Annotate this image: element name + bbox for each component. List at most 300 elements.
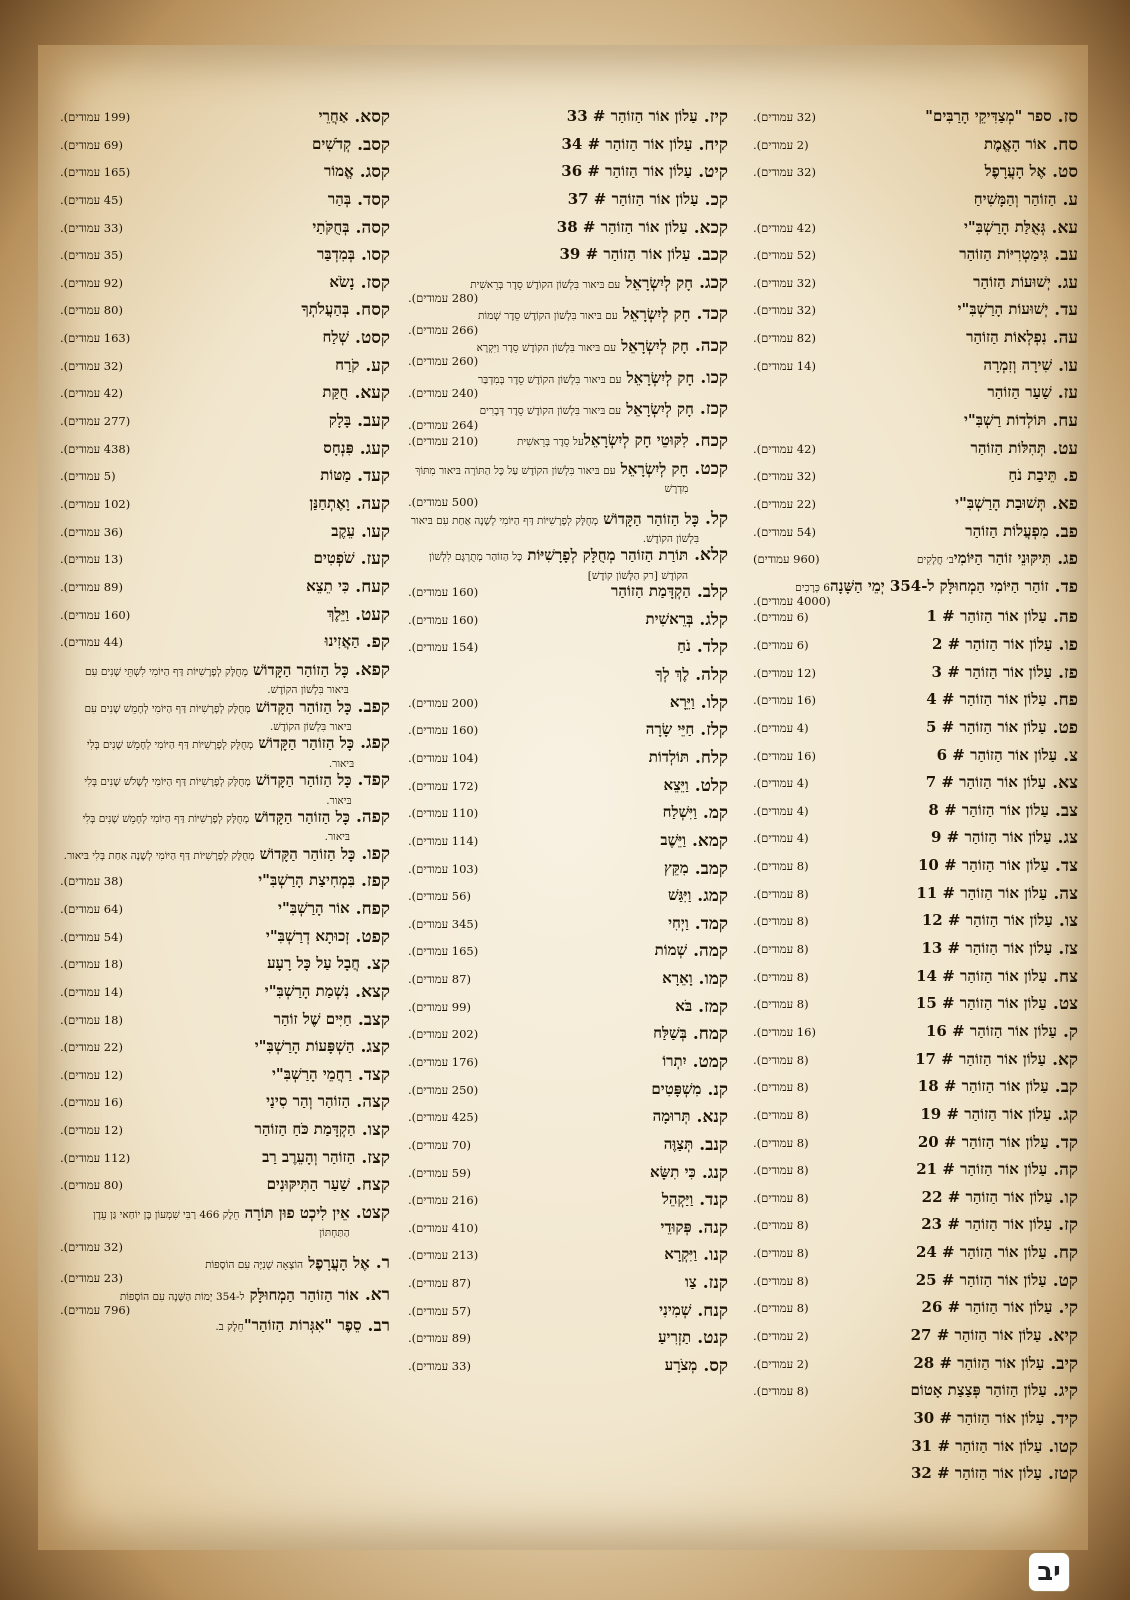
catalog-entry (408, 305, 728, 337)
entry-page-count: (16 עמודים). (753, 748, 816, 763)
entry-page-count: (114 עמודים). (408, 833, 479, 848)
page-number: יב (1028, 1552, 1070, 1592)
entry-title: וַיֵּשֶׁב (660, 830, 686, 849)
entry-title: אֶל הָעֲרָפֶל (984, 162, 1047, 181)
entry-title: עַלוֹן אוֹר הַזוֹהַר # 14 (916, 966, 1048, 985)
catalog-entry (408, 108, 728, 136)
entry-body (60, 872, 355, 889)
catalog-entry (753, 1438, 1078, 1466)
entry-number: קעא. (354, 383, 390, 404)
entry-body (60, 301, 349, 318)
catalog-entry (753, 1189, 1078, 1217)
catalog-entry (408, 1274, 728, 1302)
entry-body (60, 1066, 352, 1083)
entry-description: ב׳ חֲלָקִים (916, 554, 954, 567)
catalog-entry (60, 1254, 390, 1286)
entry-page-count: (16 עמודים). (753, 693, 816, 708)
entry-body (753, 191, 1056, 208)
entry-page-count: (35 עמודים). (60, 248, 123, 263)
entry-title: עַלוֹן אוֹר הַזוֹהַר # 7 (925, 773, 1047, 792)
catalog-entry (408, 1136, 728, 1164)
entry-page-count: (266 עמודים). (408, 322, 479, 337)
entry-number: קמ. (702, 803, 728, 824)
entry-title: יִתְרוֹ (662, 1051, 687, 1070)
entry-title: וַיִּגַּשׁ (667, 886, 692, 905)
entry-description: ל-354 יְמוֹת הַשָּׁנָה עִם הוֹסָפוֹת (119, 1290, 245, 1303)
catalog-entry (60, 633, 390, 661)
entry-number: קכז. (699, 399, 728, 420)
entry-page-count: (4 עמודים). (753, 720, 809, 735)
entry-body (60, 633, 360, 650)
entry-number: קצד. (357, 1064, 390, 1085)
entry-description: מְחֻלָּק לְפָרָשִׁיּוֹת דַּף הַיּוֹמִי לְחָמֵשׁ שָׁנִים עִם בּיאור בִּלְשׁוֹן הקוֹדֶשׁ. (84, 702, 352, 733)
entry-body (753, 1410, 1044, 1427)
catalog-entry (753, 940, 1078, 968)
entry-title: חָק לְיִשְׂרָאֵל (626, 400, 694, 419)
entry-number: קלא. (694, 545, 728, 566)
entry-title: תְּשׁוּבַת הָרַשְׁבִּ"י (955, 493, 1046, 512)
entry-page-count: (160 עמודים). (60, 607, 131, 622)
entry-title: תְּצַוֶּה (663, 1134, 694, 1153)
entry-page-count: (104 עמודים). (408, 750, 479, 765)
entry-number: קס. (703, 1356, 728, 1377)
entry-body (753, 274, 1051, 291)
entry-title: עַלוֹן אוֹר הַזוֹהַר # 33 (566, 107, 698, 125)
entry-title: עַלוֹן אוֹר הַזוֹהַר # 27 (910, 1326, 1042, 1345)
entry-page-count: (8 עמודים). (753, 969, 809, 984)
entry-title: נִשְׁמַת הָרַשְׁבִּ"י (264, 981, 350, 1000)
entry-body (408, 583, 691, 600)
entry-title: זְכוּתָא דְרַשְׁבִּ"י (265, 926, 350, 945)
entry-title: זוֹהַר הַיּוֹמִי הַמְחוּלָּק ל-354 יְמֵי הַשָּׁנָה (829, 576, 1049, 595)
entry-number: קיז. (703, 107, 728, 127)
entry-title: שֹׁפְטִים (313, 549, 355, 568)
entry-title: תְּהִלּוֹת הַזוֹהַר (970, 438, 1047, 457)
entry-page-count: (8 עמודים). (753, 1052, 809, 1067)
entry-page-count: (213 עמודים). (408, 1248, 479, 1263)
entry-page-count: (89 עמודים). (60, 579, 123, 594)
entry-number: קכג. (699, 272, 728, 293)
entry-body (753, 940, 1052, 957)
entry-description: 6 כְּרָכִים (795, 581, 830, 594)
entry-title: עַלוֹן אוֹר הַזוֹהַר # 21 (916, 1160, 1048, 1179)
entry-number: קפו. (361, 843, 390, 864)
entry-page-count: (8 עמודים). (753, 1163, 809, 1178)
entry-body (60, 412, 351, 429)
entry-page-count: (12 עמודים). (60, 1067, 123, 1082)
entry-title: נֹחַ (677, 637, 691, 656)
catalog-entry (753, 495, 1078, 523)
entry-title: עַלוֹן אוֹר הַזוֹהַר # 28 (913, 1353, 1045, 1372)
entry-body (408, 191, 699, 208)
entry-page-count: (54 עמודים). (753, 524, 816, 539)
entry-number: קטז. (1047, 1464, 1078, 1485)
entry-title: בְּחֻקֹּתַי (312, 217, 350, 236)
entry-body (60, 440, 354, 457)
entry-page-count: (87 עמודים). (408, 972, 471, 987)
entry-page-count: (12 עמודים). (60, 1123, 123, 1138)
column-right (753, 108, 1078, 1493)
entry-number: קעו. (361, 521, 390, 542)
catalog-entry (60, 219, 390, 247)
entry-body (60, 734, 354, 771)
entry-title: חָק לְיִשְׂרָאֵל (626, 368, 695, 387)
catalog-entry (60, 357, 390, 385)
entry-number: קכ. (704, 189, 728, 210)
catalog-entry (753, 246, 1078, 274)
entry-title: עַלוֹן אוֹר הַזוֹהַר # 1 (926, 607, 1048, 626)
entry-title: בָּלָק (328, 411, 352, 430)
entry-number: קעח. (355, 576, 390, 597)
entry-page-count: (176 עמודים). (408, 1054, 479, 1069)
entry-body (753, 246, 1048, 263)
catalog-entry (408, 832, 728, 860)
entry-page-count: (200 עמודים). (408, 695, 479, 710)
entry-page-count: (14 עמודים). (60, 984, 123, 999)
entry-body (408, 970, 693, 987)
entry-title: עֵקֶב (331, 521, 355, 540)
catalog-entry (60, 1204, 390, 1254)
entry-page-count: (410 עמודים). (408, 1220, 479, 1235)
catalog-entry (408, 1246, 728, 1274)
entry-number: קכו. (700, 367, 728, 388)
entry-number: פד. (1054, 576, 1078, 597)
entry-title: הַזוֹהַר וְהָעֵרֶב רַב (262, 1147, 356, 1166)
entry-page-count: (110 עמודים). (408, 806, 479, 821)
entry-body (408, 860, 689, 877)
entry-title: נִפְלְאוֹת הַזוֹהַר (966, 328, 1047, 347)
catalog-entry (753, 1023, 1078, 1051)
entry-title: שַׁעַר הַזוֹהַר (987, 383, 1052, 402)
entry-page-count: (8 עמודים). (753, 859, 809, 874)
entry-page-count: (160 עמודים). (408, 723, 479, 738)
entry-body (408, 432, 689, 449)
entry-page-count: (42 עמודים). (60, 386, 123, 401)
entry-number: קמח. (692, 1024, 728, 1045)
entry-number: קעב. (357, 411, 390, 432)
entry-title: עַלוֹן אוֹר הַזוֹהַר # 9 (931, 828, 1052, 847)
entry-body (408, 1081, 701, 1098)
entry-number: קצה. (356, 1092, 390, 1113)
entry-title: לִקּוּטֵי חָק לְיִשְׂרָאֵל (583, 430, 689, 449)
entry-page-count: (16 עמודים). (60, 1095, 123, 1110)
catalog-entry (60, 440, 390, 468)
catalog-entry (60, 698, 390, 735)
entry-number: קיח. (698, 134, 728, 155)
catalog-entry (753, 523, 1078, 551)
catalog-entry (753, 357, 1078, 385)
catalog-entry (753, 802, 1078, 830)
catalog-entry (60, 771, 390, 808)
catalog-entry (60, 734, 390, 771)
entry-title: עַלוֹן אוֹר הַזוֹהַר # 38 (556, 217, 688, 236)
entry-page-count: (57 עמודים). (408, 1303, 471, 1318)
entry-body (753, 467, 1057, 484)
entry-title: עַלוֹן אוֹר הַזוֹהַר # 20 (917, 1132, 1049, 1151)
entry-title: הַקְדָּמַת כֹּחַ הַזוֹהַר (254, 1120, 356, 1139)
entry-title: עַלוֹן אוֹר הַזוֹהַר # 18 (917, 1077, 1049, 1096)
entry-page-count: (87 עמודים). (408, 1276, 471, 1291)
catalog-entry (408, 219, 728, 247)
entry-title: תִּיקּוּנֵי זוֹהַר הַיּוֹמִי (953, 549, 1052, 568)
entry-page-count: (80 עמודים). (60, 1178, 123, 1193)
entry-title: וַיֵּרָא (669, 692, 695, 711)
entry-title: פְּקוּדֵי (660, 1217, 692, 1236)
catalog-entry (753, 1134, 1078, 1162)
entry-page-count: (8 עמודים). (753, 1218, 809, 1233)
entry-title: מִפְעֲלוֹת הַזוֹהַר (965, 521, 1049, 540)
catalog-entry (408, 1164, 728, 1192)
entry-number: קו. (1058, 1187, 1078, 1208)
entry-page-count: (796 עמודים). (60, 1303, 131, 1318)
entry-title: עַלוֹן אוֹר הַזוֹהַר # 6 (936, 745, 1058, 764)
entry-page-count: (8 עמודים). (753, 942, 809, 957)
entry-title: מַטּוֹת (320, 466, 352, 485)
entry-page-count: (438 עמודים). (60, 441, 131, 456)
entry-body (753, 550, 1051, 567)
entry-number: עא. (1051, 217, 1078, 238)
entry-body (408, 749, 689, 766)
entry-number: קסד. (357, 189, 390, 210)
entry-number: קמה. (693, 941, 728, 962)
entry-number: קא. (1052, 1049, 1078, 1070)
entry-body (60, 136, 351, 153)
entry-page-count: (160 עמודים). (408, 585, 479, 600)
entry-number: קסג. (359, 162, 390, 183)
entry-number: עח. (1052, 411, 1078, 432)
entry-body (753, 384, 1052, 401)
entry-page-count: (32 עמודים). (753, 275, 816, 290)
catalog-entry (753, 329, 1078, 357)
entry-number: קעט. (355, 604, 390, 625)
entry-title: בְּרֵאשִׁית (645, 609, 694, 628)
catalog-entry (60, 246, 390, 274)
entry-body (60, 1204, 350, 1254)
entry-page-count: (32 עמודים). (753, 303, 816, 318)
catalog-entry (408, 546, 728, 583)
entry-title: אוֹר הָרַשְׁבִּ"י (278, 899, 350, 917)
entry-title: בְּמִדְבַּר (317, 245, 355, 264)
catalog-entry (408, 942, 728, 970)
entry-body (60, 606, 349, 623)
entry-page-count: (240 עמודים). (408, 386, 479, 401)
entry-page-count: (42 עמודים). (753, 441, 816, 456)
entry-title: עַלוֹן אוֹר הַזוֹהַר # 11 (916, 883, 1048, 902)
entry-body (60, 467, 351, 484)
entry-page-count: (70 עמודים). (408, 1137, 471, 1152)
entry-body (408, 1219, 692, 1236)
entry-body (408, 666, 689, 683)
catalog-entry (753, 1299, 1078, 1327)
catalog-entry (408, 666, 728, 694)
entry-number: קנז. (702, 1273, 728, 1294)
catalog-entry (60, 661, 390, 698)
entry-number: קסב. (357, 134, 390, 155)
entry-body (408, 274, 693, 306)
entry-title: עַלוֹן אוֹר הַזוֹהַר # 34 (561, 134, 693, 153)
catalog-entry (408, 915, 728, 943)
entry-body (60, 274, 355, 291)
entry-title: כָּל הַזוֹהַר הַקָּדוֹשׁ (603, 509, 700, 528)
entry-page-count: (59 עמודים). (408, 1165, 471, 1180)
entry-body (753, 523, 1049, 540)
entry-title: עַלוֹן אוֹר הַזוֹהַר # 5 (926, 717, 1047, 736)
entry-page-count: (8 עמודים). (753, 1246, 809, 1261)
catalog-entry (408, 1108, 728, 1136)
entry-title: עַלוֹן אוֹר הַזוֹהַר # 30 (913, 1408, 1045, 1427)
entry-page-count: (260 עמודים). (408, 354, 479, 369)
entry-body (408, 369, 694, 401)
entry-page-count: (32 עמודים). (60, 1239, 123, 1254)
entry-title: יְשׁוּעוֹת הָרַשְׁבִּ"י (957, 300, 1049, 319)
entry-body (408, 510, 699, 547)
catalog-entry (753, 857, 1078, 885)
catalog-entry (408, 970, 728, 998)
entry-description: מְחֻלָּק לְפָרָשִׁיּוֹת דַּף הַיּוֹמִי לְשָׁנָה אַחַת בְּלִי בּיאור. (63, 849, 255, 862)
catalog-entry (408, 638, 728, 666)
entry-number: פא. (1051, 493, 1078, 514)
entry-number: סז. (1057, 107, 1078, 127)
entry-number: קצז. (361, 1147, 390, 1168)
catalog-entry (408, 163, 728, 191)
catalog-entry (753, 219, 1078, 247)
entry-page-count: (22 עמודים). (753, 496, 816, 511)
entry-body (753, 885, 1047, 902)
entry-number: קכט. (694, 458, 728, 479)
entry-title: שְׁלַח (322, 328, 350, 347)
entry-body (60, 1011, 352, 1028)
entry-number: פט. (1052, 717, 1078, 738)
entry-title: מִקֵּץ (663, 858, 689, 877)
entry-page-count: (6 עמודים). (753, 638, 809, 652)
catalog-entry (753, 774, 1078, 802)
catalog-entry (408, 887, 728, 915)
entry-body (753, 747, 1057, 764)
entry-number: קצט. (355, 1203, 390, 1224)
entry-body (408, 400, 694, 432)
entry-body (60, 698, 352, 735)
catalog-entry (60, 1093, 390, 1121)
catalog-entry (60, 928, 390, 956)
entry-description: חֵלֶק 466 רַבִּי שִׁמְעוֹן בֶּן יוֹחַאי גַּן עֵדֶן הַתַּחְתּוֹן (93, 1209, 350, 1240)
catalog-entry (60, 108, 390, 136)
entry-number: קצג. (360, 1037, 390, 1058)
entry-body (753, 1299, 1053, 1316)
entry-body (408, 305, 690, 337)
catalog-entry (60, 550, 390, 578)
catalog-entry (753, 995, 1078, 1023)
entry-body (60, 578, 349, 595)
entry-title: עַלוֹן אוֹר הַזוֹהַר # 8 (928, 800, 1049, 819)
entry-page-count: (92 עמודים). (60, 275, 123, 290)
entry-body (60, 550, 355, 567)
catalog-entry (753, 885, 1078, 913)
entry-body (753, 636, 1052, 653)
entry-page-count: (12 עמודים). (753, 665, 816, 680)
entry-page-count: (277 עמודים). (60, 414, 131, 429)
entry-body (753, 357, 1052, 374)
entry-page-count: (32 עמודים). (753, 110, 816, 124)
entry-title: חָק לְיִשְׂרָאֵל (622, 305, 691, 324)
catalog-entry (60, 845, 390, 873)
entry-body (753, 1161, 1047, 1178)
entry-number: קצא. (355, 981, 390, 1002)
entry-number: קפב. (357, 696, 390, 717)
entry-number: עד. (1054, 300, 1078, 321)
entry-page-count: (8 עמודים). (753, 914, 809, 929)
catalog-entry (408, 1081, 728, 1109)
entry-number: קמו. (698, 969, 728, 990)
catalog-entry (60, 872, 390, 900)
entry-body (753, 578, 1049, 608)
entry-number: קפט. (355, 926, 390, 947)
entry-page-count: (154 עמודים). (408, 640, 479, 655)
entry-title: חַיֵּי שָׂרָה (645, 720, 695, 739)
catalog-entry (753, 578, 1078, 608)
entry-body (408, 832, 686, 849)
entry-number: קעה. (355, 493, 390, 514)
entry-title: תְּרוּמָה (652, 1107, 691, 1126)
catalog-entry (753, 384, 1078, 412)
catalog-entry (60, 955, 390, 983)
entry-body (408, 1246, 697, 1263)
catalog-entry (408, 1219, 728, 1247)
entry-page-count: (22 עמודים). (60, 1040, 123, 1055)
entry-number: קד. (1054, 1132, 1078, 1153)
catalog-entry (753, 1327, 1078, 1355)
catalog-entry (60, 1149, 390, 1177)
catalog-entry (753, 1410, 1078, 1438)
entry-number: קצו. (361, 1120, 390, 1141)
entry-title: עַלוֹן אוֹר הַזוֹהַר # 37 (567, 189, 699, 208)
catalog-entry (753, 912, 1078, 940)
entry-number: עו. (1058, 355, 1078, 376)
entry-body (60, 108, 348, 125)
entry-number: קסז. (360, 272, 390, 293)
catalog-entry (408, 749, 728, 777)
entry-page-count: (264 עמודים). (408, 417, 479, 432)
entry-body (753, 968, 1047, 985)
entry-number: צד. (1054, 856, 1078, 877)
entry-title: וַיֵּלֶךְ (326, 604, 350, 623)
entry-page-count: (42 עמודים). (753, 220, 816, 235)
entry-page-count: (44 עמודים). (60, 635, 123, 650)
entry-title: צַו (685, 1273, 697, 1292)
entry-page-count: (36 עמודים). (60, 524, 123, 539)
entry-number: צ. (1063, 745, 1078, 766)
catalog-entry (408, 777, 728, 805)
entry-body (60, 955, 360, 972)
entry-number: קלב. (696, 582, 728, 603)
entry-body (753, 301, 1048, 318)
entry-page-count: (18 עמודים). (60, 1012, 123, 1027)
entry-title: תּוֹלְדוֹת רַשְׁבִּ"י (964, 411, 1047, 430)
entry-body (753, 912, 1053, 929)
entry-body (408, 804, 697, 821)
catalog-entry (408, 611, 728, 639)
catalog-entry (60, 1317, 390, 1345)
entry-title: עַלוֹן אוֹר הַזוֹהַר # 22 (921, 1187, 1053, 1206)
entry-body (60, 384, 348, 401)
entry-number: קלו. (700, 692, 728, 713)
entry-title: בִּמְחִיצַת הָרַשְׁבִּ"י (258, 871, 355, 890)
catalog-entry (408, 1329, 728, 1357)
catalog-entry (753, 1382, 1078, 1410)
entry-number: סח. (1052, 134, 1078, 155)
entry-body (408, 1053, 687, 1070)
entry-description: עם בּיאור בִּלְשׁוֹן הקוֹדֶשׁ סֵדֶר שְׁמוֹת (478, 310, 618, 323)
entry-page-count: (960 עמודים) (753, 552, 820, 567)
